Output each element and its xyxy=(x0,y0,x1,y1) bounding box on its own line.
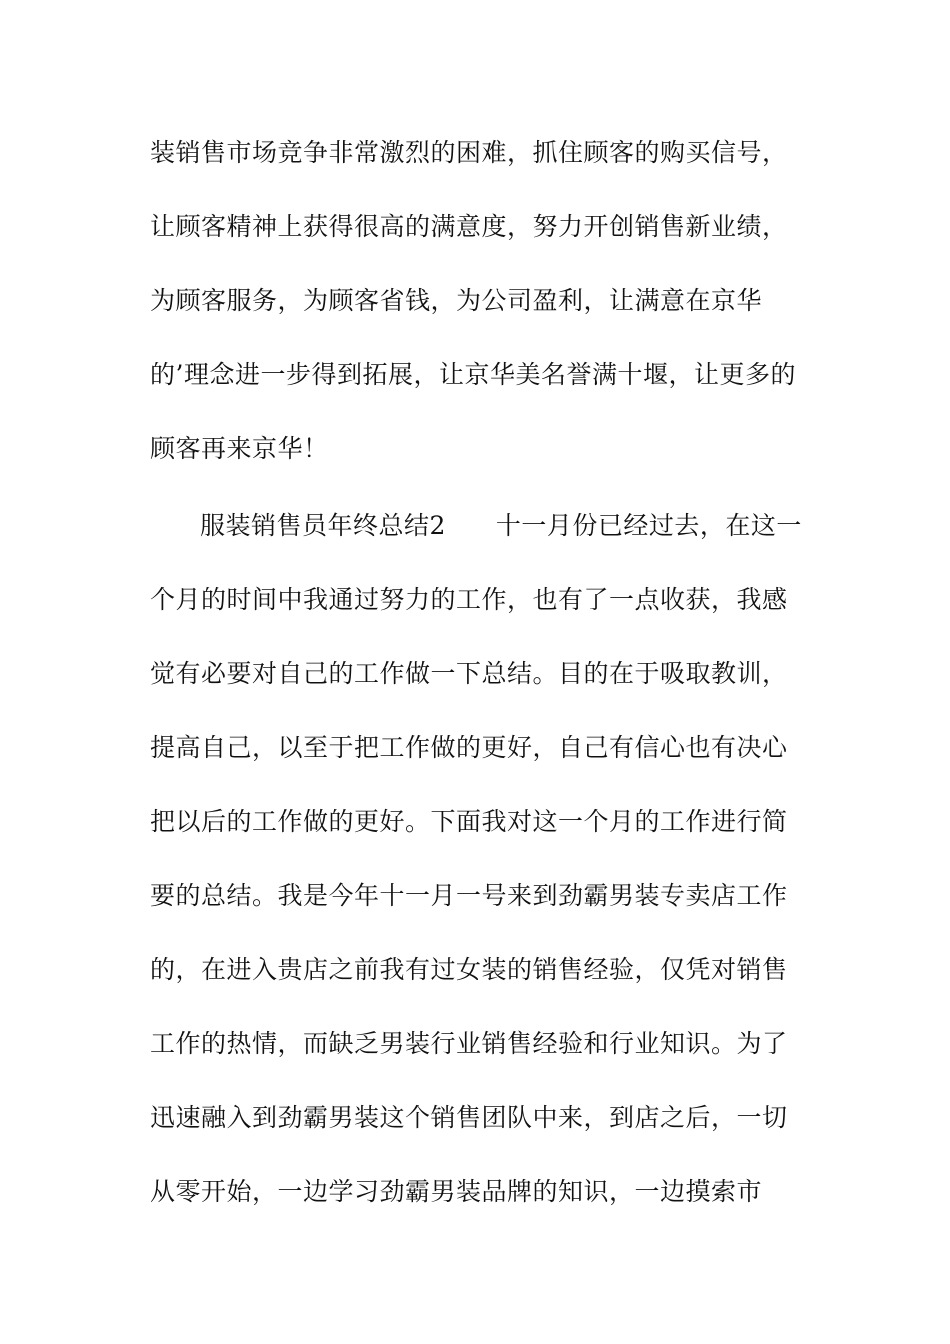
paragraph-line: 顾客再来京华！ xyxy=(150,434,329,463)
paragraph-line: 工作的热情，而缺乏男装行业销售经验和行业知识。为了 xyxy=(150,1029,788,1058)
paragraph-line: 觉有必要对自己的工作做一下总结。目的在于吸取教训， xyxy=(150,659,788,688)
paragraph-line: 为顾客服务，为顾客省钱，为公司盈利，让满意在京华 xyxy=(150,286,763,315)
paragraph-line: 从零开始，一边学习劲霸男装品牌的知识，一边摸索市 xyxy=(150,1177,763,1206)
paragraph-line: 个月的时间中我通过努力的工作，也有了一点收获，我感 xyxy=(150,585,788,614)
paragraph-line: 让顾客精神上获得很高的满意度，努力开创销售新业绩， xyxy=(150,212,788,241)
paragraph-line: 迅速融入到劲霸男装这个销售团队中来，到店之后，一切 xyxy=(150,1103,788,1132)
paragraph-line: 的，在进入贵店之前我有过女装的销售经验，仅凭对销售 xyxy=(150,955,788,984)
section-heading-line xyxy=(200,510,802,542)
paragraph-line: 提高自己，以至于把工作做的更好，自己有信心也有决心 xyxy=(150,733,788,762)
paragraph-line: 的’理念进一步得到拓展，让京华美名誉满十堰，让更多的 xyxy=(150,360,796,389)
section-first-line: 十一月份已经过去，在这一 xyxy=(495,511,802,540)
section-heading: 服装销售员年终总结2 xyxy=(200,511,446,540)
paragraph-line: 把以后的工作做的更好。下面我对这一个月的工作进行简 xyxy=(150,807,788,836)
paragraph-line: 要的总结。我是今年十一月一号来到劲霸男装专卖店工作 xyxy=(150,881,788,910)
paragraph-line: 装销售市场竞争非常激烈的困难，抓住顾客的购买信号， xyxy=(150,138,788,167)
